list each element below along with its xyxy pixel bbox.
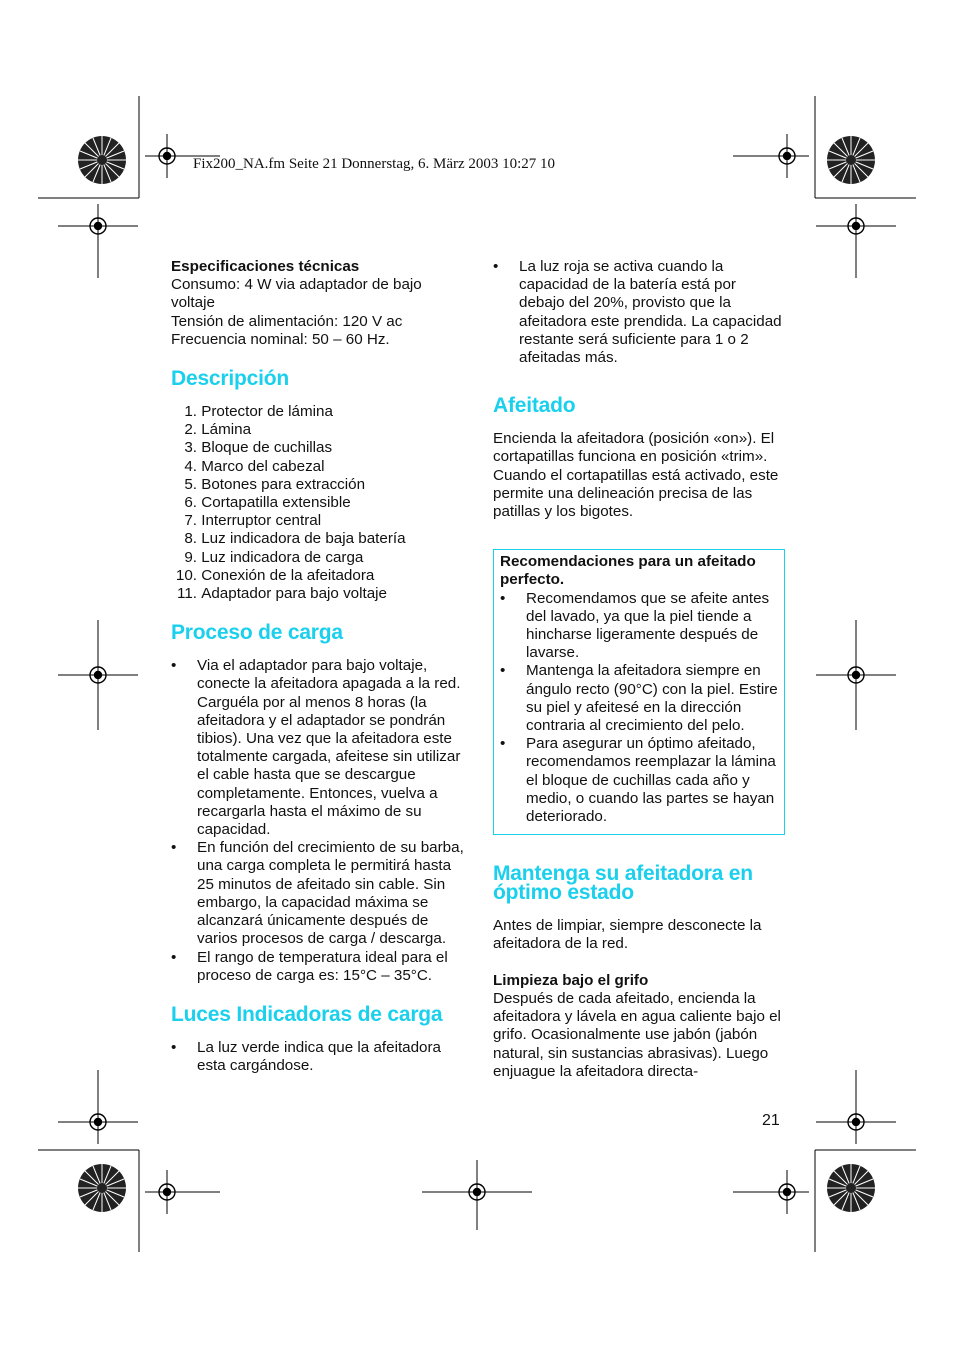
indicator-list bbox=[171, 1039, 466, 1075]
parts-list bbox=[171, 403, 466, 603]
charging-list bbox=[171, 657, 466, 985]
left-column bbox=[171, 258, 466, 1075]
tips-box bbox=[493, 549, 785, 835]
list-item: 9. Luz indicadora de carga bbox=[184, 548, 364, 566]
file-header: Fix200_NA.fm Seite 21 Donnerstag, 6. März 2003 10:27 10 bbox=[193, 156, 556, 172]
afeitado-paragraph: Encienda la afeitadora (posición «on»). El cortapatillas funciona en posición «trim». Cuando el cortapatillas está activado, este permite una delineación precisa de las patillas y los bigotes. bbox=[493, 430, 779, 521]
tips-list bbox=[500, 590, 778, 827]
right-column bbox=[493, 258, 785, 1081]
heading-mantenga: Mantenga su afeitadora en óptimo estado bbox=[493, 862, 753, 905]
cleaning-subheading: Limpieza bajo el grifo bbox=[493, 971, 649, 989]
heading-afeitado: Afeitado bbox=[493, 394, 576, 418]
list-item: • La luz roja se activa cuando la capacidad de la batería está por debajo del 20%, provisto que la afeitadora este prendida. La capacidad restante será suficiente para 1 o 2 afeitadas más. bbox=[493, 258, 782, 367]
list-item: 11. Adaptador para bajo voltaje bbox=[177, 585, 387, 603]
specs-title: Especificaciones técnicas bbox=[171, 258, 360, 275]
heading-luces-indicadoras: Luces Indicadoras de carga bbox=[171, 1002, 443, 1026]
heading-proceso-de-carga: Proceso de carga bbox=[171, 621, 343, 645]
specs-line: Frecuencia nominal: 50 – 60 Hz. bbox=[171, 330, 390, 348]
list-item: 6. Cortapatilla extensible bbox=[184, 494, 351, 512]
specs-line: Tensión de alimentación: 120 V ac bbox=[171, 312, 403, 330]
list-item: 5. Botones para extracción bbox=[184, 475, 366, 493]
list-item: • Para asegurar un óptimo afeitado, recomendamos reemplazar la lámina el bloque de cuchillas cada año y medio, o cuando las partes se hayan deteriorado. bbox=[500, 735, 776, 826]
list-item: 2. Lámina bbox=[184, 421, 252, 439]
list-item: • La luz verde indica que la afeitadora esta cargándose. bbox=[171, 1038, 442, 1075]
heading-descripcion: Descripción bbox=[171, 367, 290, 391]
list-item: 4. Marco del cabezal bbox=[184, 457, 325, 475]
list-item: • El rango de temperatura ideal para el proceso de carga es: 15°C – 35°C. bbox=[171, 948, 448, 984]
specs-line: Consumo: 4 W via adaptador de bajo voltaje bbox=[171, 276, 422, 312]
list-item: 10. Conexión de la afeitadora bbox=[175, 566, 375, 584]
list-item: 3. Bloque de cuchillas bbox=[184, 439, 333, 457]
list-item: 8. Luz indicadora de baja batería bbox=[184, 530, 406, 548]
list-item: • Recomendamos que se afeite antes del lavado, ya que la piel tiende a hincharse ligeramente después de lavarse. bbox=[500, 589, 770, 662]
page-number: 21 bbox=[762, 1112, 780, 1129]
list-item: • Via el adaptador para bajo voltaje, conecte la afeitadora apagada a la red. Carguéla por al menos 8 horas (la afeitadora y el adaptador se pondrán tibios). Una vez que la afeitadora este totalmente cargada, afeitese sin utilizar el cable hasta que se descargue completamente. Entonces, vuelva a recargarla hasta el máximo de su capacidad. bbox=[171, 657, 461, 839]
tips-title: Recomendaciones para un afeitado perfecto. bbox=[500, 553, 756, 589]
cleaning-paragraph: Después de cada afeitado, encienda la afeitadora y lávela en agua caliente bajo el grifo. Ocasionalmente use jabón (jabón natural, sin sustancias abrasivas). Luego enjuague la afeitadora directa- bbox=[493, 989, 781, 1080]
indicator-list-cont bbox=[493, 258, 785, 367]
list-item: 1. Protector de lámina bbox=[184, 403, 333, 421]
list-item: • Mantenga la afeitadora siempre en ángulo recto (90°C) con la piel. Estire su piel y afeitesé en la dirección contraria al crecimiento del pelo. bbox=[500, 662, 778, 735]
list-item: • En función del crecimiento de su barba, una carga completa le permitirá hasta 25 minutos de afeitado sin cable. Sin embargo, la capacidad máxima se alcanzará únicamente después de varios procesos de carga / descarga. bbox=[171, 839, 464, 948]
list-item: 7. Interruptor central bbox=[184, 512, 322, 530]
mantenga-intro: Antes de limpiar, siempre desconecte la afeitadora de la red. bbox=[493, 917, 762, 953]
